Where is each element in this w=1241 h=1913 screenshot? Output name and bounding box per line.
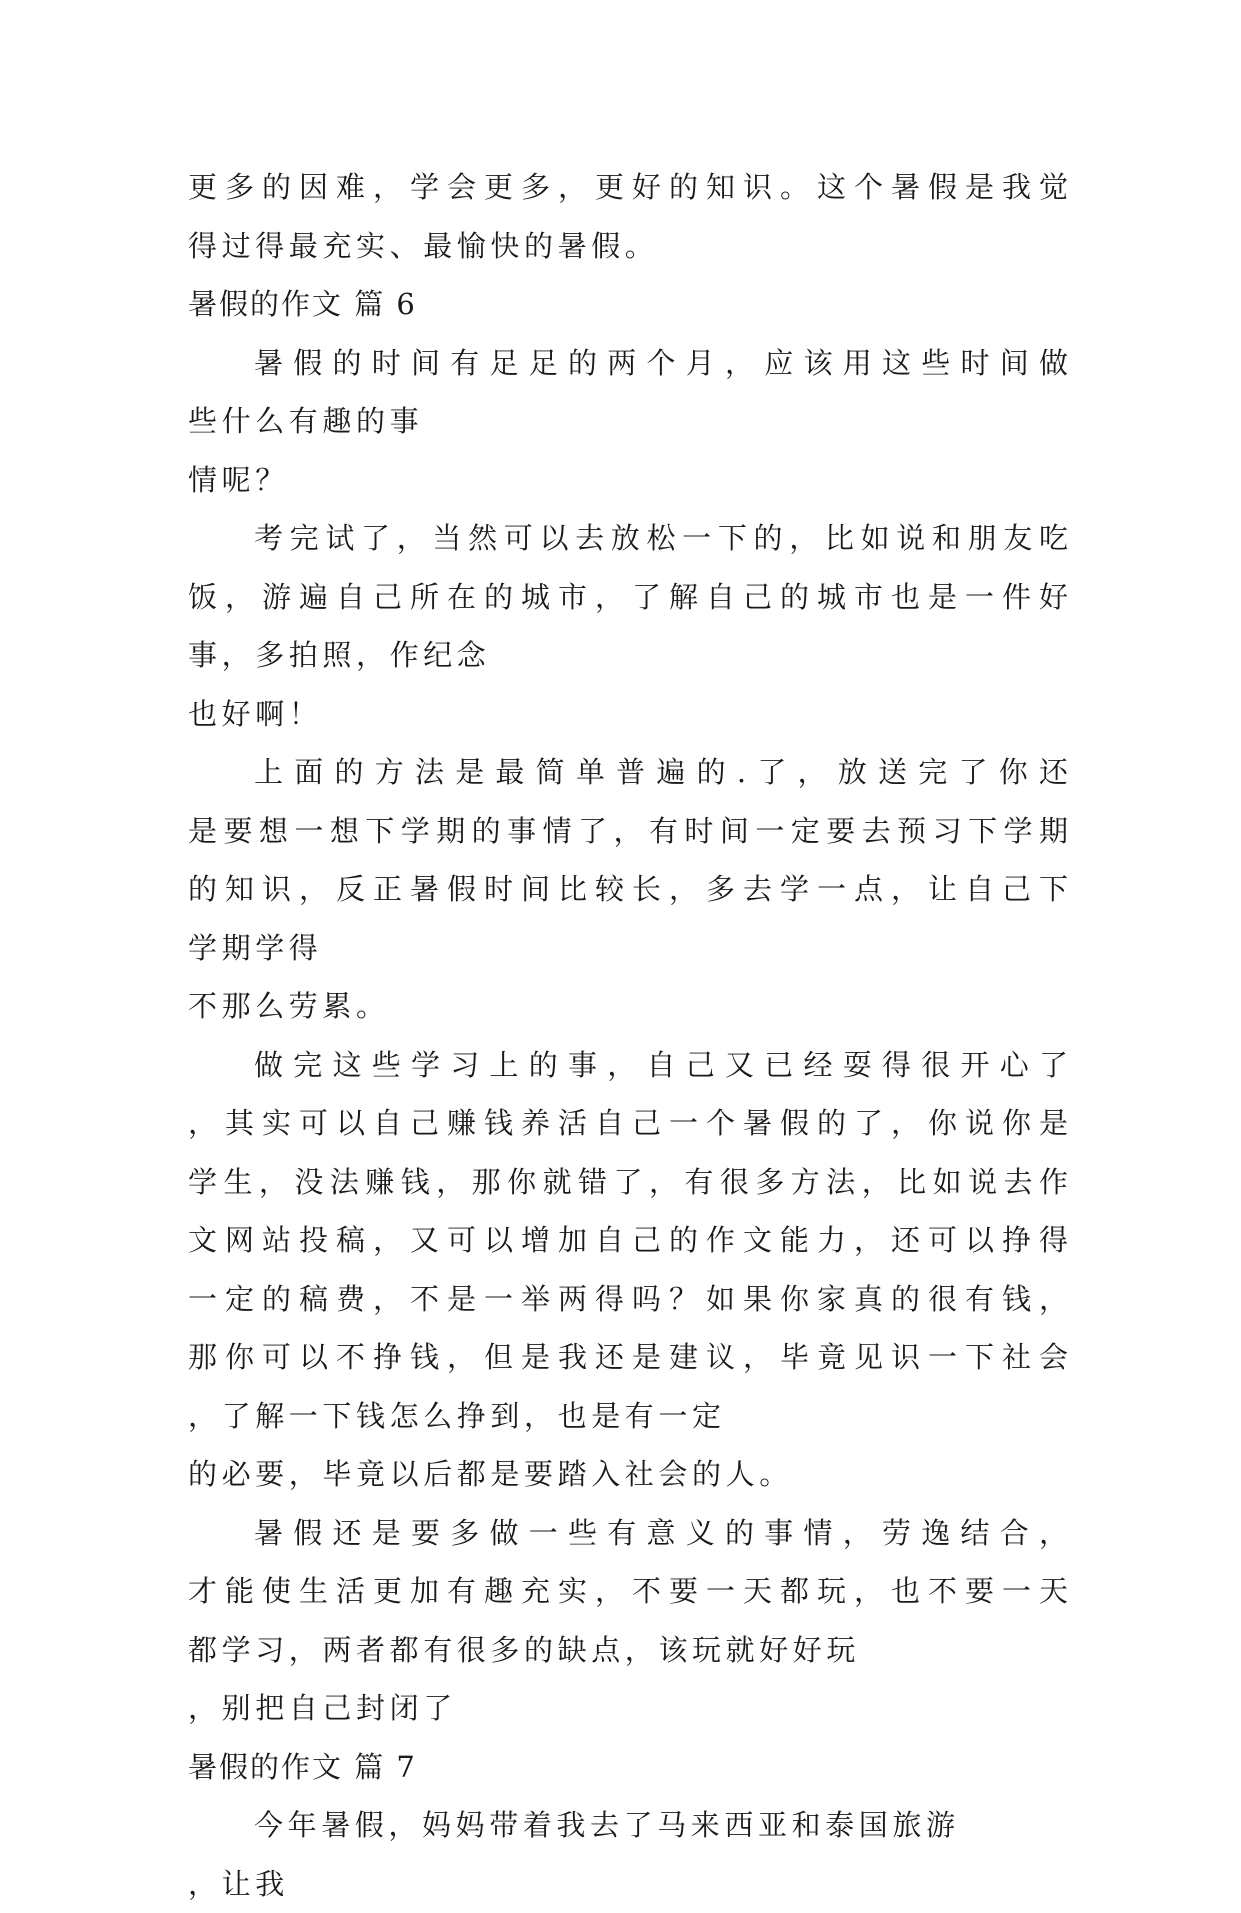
text-line: 不那么劳累。	[188, 977, 1068, 1036]
section-heading-text: 暑假的作文 篇 7	[188, 1738, 1068, 1797]
section-heading	[188, 1738, 1068, 1797]
text-line: 也好啊！	[188, 685, 1068, 744]
text-line: 饭，游遍自己所在的城市，了解自己的城市也是一件好	[188, 568, 1068, 627]
text-block	[188, 158, 1068, 275]
text-line: 些什么有趣的事	[188, 392, 1068, 451]
text-line: 得过得最充实、最愉快的暑假。	[188, 217, 1068, 276]
text-line: ，其实可以自己赚钱养活自己一个暑假的了，你说你是	[188, 1094, 1068, 1153]
text-line: 的知识，反正暑假时间比较长，多去学一点，让自己下	[188, 860, 1068, 919]
text-line: 考完试了，当然可以去放松一下的，比如说和朋友吃	[188, 509, 1068, 568]
text-block	[188, 1796, 1068, 1913]
text-line: 学期学得	[188, 919, 1068, 978]
text-line: 暑假还是要多做一些有意义的事情，劳逸结合，	[188, 1504, 1068, 1563]
text-line: 那你可以不挣钱，但是我还是建议，毕竟见识一下社会	[188, 1328, 1068, 1387]
section-heading-text: 暑假的作文 篇 6	[188, 275, 1068, 334]
text-line: 学生，没法赚钱，那你就错了，有很多方法，比如说去作	[188, 1153, 1068, 1212]
text-line: 都学习，两者都有很多的缺点，该玩就好好玩	[188, 1621, 1068, 1680]
text-line: ，了解一下钱怎么挣到，也是有一定	[188, 1387, 1068, 1446]
text-block	[188, 1036, 1068, 1504]
text-line: 一定的稿费，不是一举两得吗？如果你家真的很有钱，	[188, 1270, 1068, 1329]
text-line: 才能使生活更加有趣充实，不要一天都玩，也不要一天	[188, 1562, 1068, 1621]
text-line: 做完这些学习上的事，自己又已经耍得很开心了	[188, 1036, 1068, 1095]
text-block	[188, 334, 1068, 510]
text-block	[188, 1504, 1068, 1738]
text-line: 更多的因难，学会更多，更好的知识。这个暑假是我觉	[188, 158, 1068, 217]
text-line: 的必要，毕竟以后都是要踏入社会的人。	[188, 1445, 1068, 1504]
text-line: ，让我	[188, 1855, 1068, 1913]
text-line: 暑假的时间有足足的两个月，应该用这些时间做	[188, 334, 1068, 393]
text-line: ，别把自己封闭了	[188, 1679, 1068, 1738]
text-line: 情呢？	[188, 451, 1068, 510]
text-block	[188, 743, 1068, 1036]
section-heading	[188, 275, 1068, 334]
text-line: 上面的方法是最简单普遍的.了，放送完了你还	[188, 743, 1068, 802]
text-line: 事，多拍照，作纪念	[188, 626, 1068, 685]
text-line: 今年暑假，妈妈带着我去了马来西亚和泰国旅游	[188, 1796, 1068, 1855]
text-block	[188, 509, 1068, 743]
document-body	[188, 158, 1068, 1913]
text-line: 是要想一想下学期的事情了，有时间一定要去预习下学期	[188, 802, 1068, 861]
text-line: 文网站投稿，又可以增加自己的作文能力，还可以挣得	[188, 1211, 1068, 1270]
